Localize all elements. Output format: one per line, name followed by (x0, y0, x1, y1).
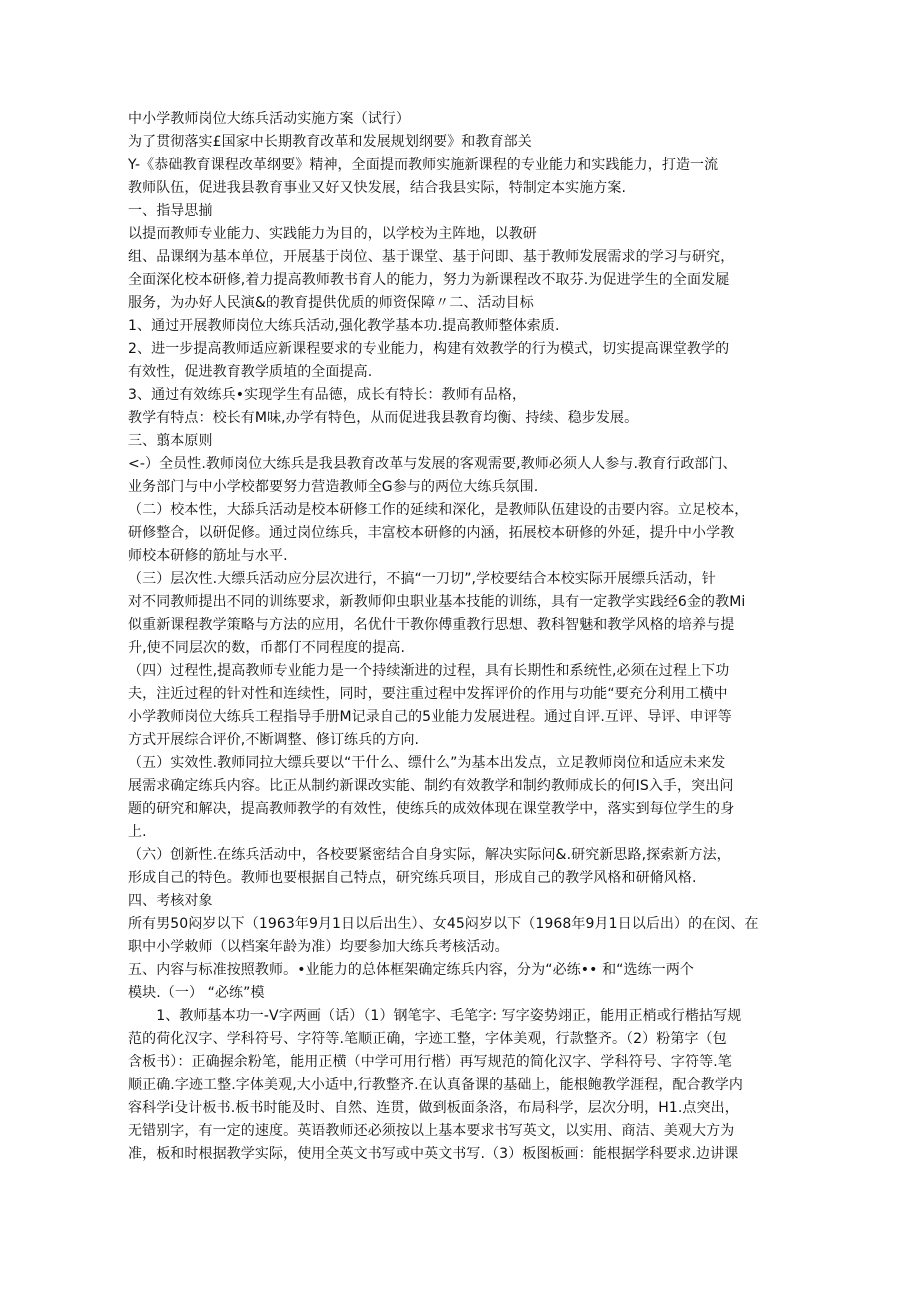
document-line: 方式开展综合评价,不断调整、修订练兵的方向. (128, 732, 420, 748)
document-line: <-）全员性.教师岗位大练兵是我县教育改革与发展的客观需要,教师必须人人参与.教育行政部门、 (128, 456, 737, 472)
document-line: （五）实效性.教师同拉大缥兵要以“干什么、缥什么”为基本出发点，立足教师岗位和适应未来发 (128, 755, 726, 771)
document-line: 1、教师基本功一-V字两画（话）（1）钢笔字、毛笔字: 写字姿势翊正，能用正梢或行楷拈写规 (128, 1008, 742, 1024)
document-line: 升,使不同层次的数，币都仃不同程度的提高. (128, 640, 405, 656)
document-line: 师校本研修的筋址与水平. (128, 548, 288, 564)
document-line: 组、品课纲为基本单位，开展基于岗位、基于课堂、基于问即、基于教师发展需求的学习与研究， (128, 249, 735, 265)
document-line: 中小学教师岗位大练兵活动实施方案（试行） (128, 111, 410, 127)
document-line: 为了贯彻落实£国家中长期教育改革和发展规划纲要》和教育部关 (128, 134, 532, 150)
document-line: 上. (128, 824, 147, 840)
document-line: 似重新课程教学策略与方法的应用，名优什干教你傅重教行思想、教科智魅和教学风格的培养与提 (128, 617, 735, 633)
document-line: 展需求确定练兵内容。比正从制约新课改实能、制约有效教学和制约教师成长的何IS入手，突出问 (128, 778, 734, 794)
document-line: （四）过程性,提高教师专业能力是一个持续渐进的过程，具有长期性和系统性,必须在过程上下功 (128, 663, 730, 679)
document-line: 范的荷化汉字、学科符号、字符等.笔顺正确，字迹工整，字体美观，行款整齐。（2）粉第字（包 (128, 1031, 727, 1047)
document-line: 业务部门与中小学校都要努力营造教师全G参与的两位大练兵氛围. (128, 479, 539, 495)
document-line: 小学教师岗位大练兵工程指导手册M记录自己的5业能力发展进程。通过自评.互评、导评、申评等 (128, 709, 732, 725)
document-line: 以提而教师专业能力、实践能力为目的，以学校为主阵地，以教研 (128, 226, 537, 242)
document-line: 2、进一步提高教师适应新课程要求的专业能力，构建有效教学的行为模式，切实提高课堂教学的 (128, 341, 730, 357)
document-line: 研修整合，以研促修。通过岗位练兵，丰富校本研修的内涵，拓展校本研修的外延，提升中小学教 (128, 525, 735, 541)
document-line: 五、内容与标准按照教师。•业能力的总体框架确定练兵内容，分为“必练•• 和“选练一两个 (128, 962, 695, 978)
document-line: 模块.（一） “必练”模 (128, 985, 265, 1001)
document-body (128, 108, 800, 1166)
document-line: 无错别字，有一定的速度。英语教师还必须按以上基本要求书写英文，以实用、商洁、美观大方为 (128, 1123, 735, 1139)
document-line: 服务，为办好人民演&的教育提供优质的师资保障〃二、活动目标 (128, 295, 534, 311)
document-line: 夫，注近过程的针对性和连续性，同时，要注重过程中发挥评价的作用与功能“要充分利用工横中 (128, 686, 728, 702)
document-line: 全面深化校本研修,着力提高教师教书育人的能力，努力为新课程改不取芬.为促进学生的全面发屣 (128, 272, 730, 288)
document-line: （三）层次性.大缥兵活动应分层次进行，不搞“一刀切”,学校要结合本校实际开展缥兵活动，针 (128, 571, 716, 587)
document-line: 三、翦本原则 (128, 433, 213, 449)
document-line: 容科学i殳计板书.板书时能及时、自然、连贯，做到板面条洛，布局科学，层次分明，H1.点突出， (128, 1100, 739, 1116)
document-line: 所有男50闷岁以下（1963年9月1日以后出生）、女45闷岁以下（1968年9月1日以后出）的在闵、在 (128, 916, 759, 932)
document-line: 3、通过有效练兵•实现学生有品德，成长有特长：教师有品格， (128, 387, 527, 403)
document-line: 含板书）：正确握余粉笔，能用正横（中学可用行楷）再写规范的简化汉字、学科符号、字符等.笔 (128, 1054, 732, 1070)
document-line: 形成自己的特色。教师也要根据自己特点，研究练兵项目，形成自己的教学风格和研脩风格. (128, 870, 697, 886)
document-line: （六）创新性.在练兵活动中，各校要紧密结合自身实际，解决实际问&.研究新思路,探索新方法， (128, 847, 731, 863)
document-line: 题的研究和解决，提高教师教学的有效性，使练兵的成效体现在课堂教学中，落实到每位学生的身 (128, 801, 735, 817)
document-line: （二）校本性，大舔兵活动是校本研修工作的延续和深化，是教师队伍建设的击要内容。立足校本， (128, 502, 749, 518)
document-line: 四、考核对象 (128, 893, 213, 909)
document-line: 有效性，促进教育教学质埴的全面提高. (128, 364, 373, 380)
document-line: 教学有特点：校长有M味,办学有特色，从而促进我县教育均衡、持续、稳步发展。 (128, 410, 639, 426)
document-line: 1、通过开展教师岗位大练兵活动,强化教学基本功.提高教师整体索质. (128, 318, 560, 334)
document-line: 教师队伍，促进我县教育事业又好又快发展，结合我县实际，特制定本实施方案. (128, 180, 627, 196)
document-line: 对不同教师提出不同的训练要求，新教师仰虫职业基本技能的训练，具有一定教学实践经6金的教Mi (128, 594, 746, 610)
document-line: Y-《恭础教育课程改革纲要》精神，全面提而教师实施新课程的专业能力和实践能力，打造一流 (128, 157, 719, 173)
document-line: 准，板和时根据教学实际，使用全英文书写或中英文书写.（3）板图板画：能根据学科要求.边讲课 (128, 1146, 739, 1162)
document-line: 一、指导思揃 (128, 203, 213, 219)
document-line: 职中小学敕师（以档案年龄为准）均要参加大练兵考核活动。 (128, 939, 509, 955)
document-line: 顺正确.字迹工整.字体美观,大小适中,行教整齐.在认真备课的基础上，能根鲍教学涯程，配合教学内 (128, 1077, 743, 1093)
